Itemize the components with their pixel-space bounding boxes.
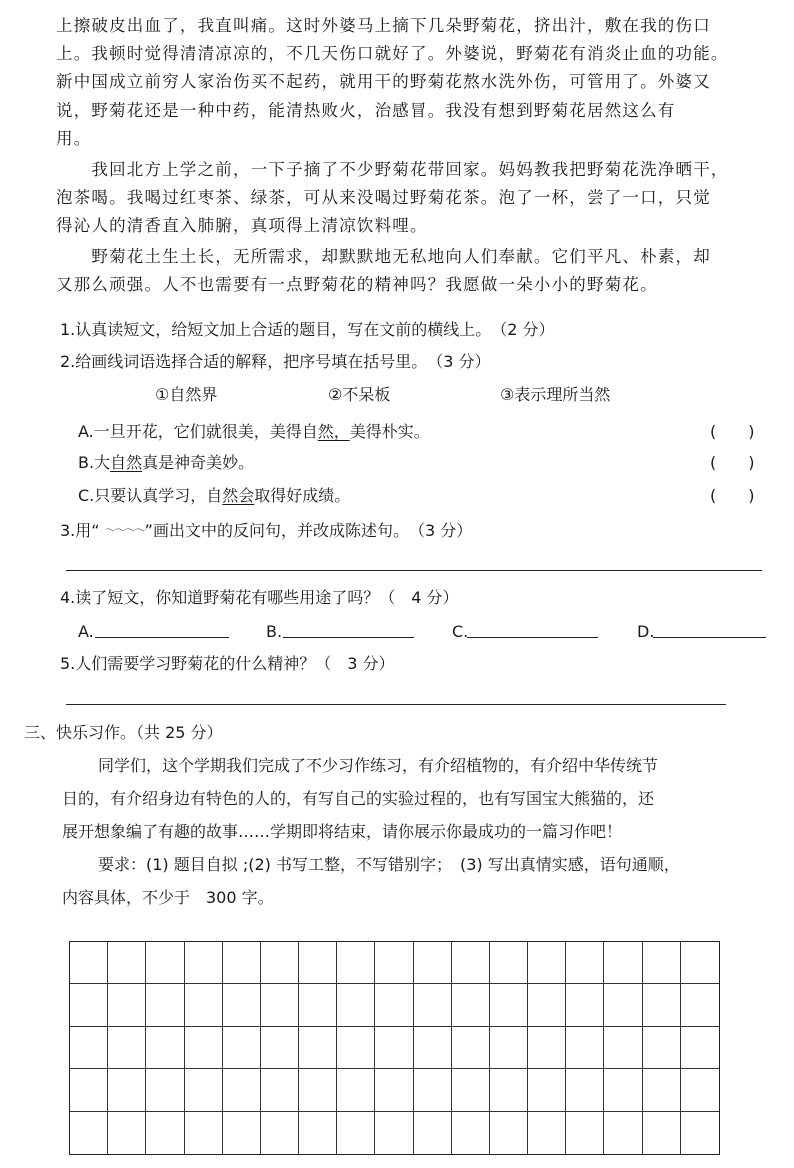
grid-cell[interactable] bbox=[223, 942, 261, 984]
grid-cell[interactable] bbox=[299, 1069, 337, 1111]
grid-cell[interactable] bbox=[299, 1112, 337, 1154]
grid-cell[interactable] bbox=[146, 1027, 184, 1069]
grid-cell[interactable] bbox=[452, 942, 490, 984]
grid-cell[interactable] bbox=[185, 984, 223, 1026]
grid-cell[interactable] bbox=[223, 1112, 261, 1154]
grid-cell[interactable] bbox=[223, 1027, 261, 1069]
question-1: 1.认真读短文，给短文加上合适的题目，写在文前的横线上。 （2 分） bbox=[60, 320, 555, 339]
grid-cell[interactable] bbox=[261, 1112, 299, 1154]
grid-cell[interactable] bbox=[490, 1069, 528, 1111]
grid-cell[interactable] bbox=[299, 942, 337, 984]
grid-cell[interactable] bbox=[681, 1027, 719, 1069]
answer-paren-b[interactable]: ( ) bbox=[710, 453, 755, 472]
grid-cell[interactable] bbox=[566, 1027, 604, 1069]
grid-cell[interactable] bbox=[566, 942, 604, 984]
answer-line-q4-c[interactable] bbox=[467, 637, 598, 638]
grid-cell[interactable] bbox=[490, 1112, 528, 1154]
grid-cell[interactable] bbox=[70, 984, 108, 1026]
passage-line: 说，野菊花还是一种中药，能清热败火，治感冒。我没有想到野菊花居然这么有 bbox=[56, 101, 676, 120]
grid-cell[interactable] bbox=[261, 984, 299, 1026]
grid-cell[interactable] bbox=[643, 1027, 681, 1069]
option-2: ②不呆板 bbox=[328, 385, 391, 404]
grid-cell[interactable] bbox=[566, 984, 604, 1026]
prompt-line: 展开想象编了有趣的故事……学期即将结束，请你展示你最成功的一篇习作吧！ bbox=[62, 822, 623, 841]
q4-label-a: A. bbox=[78, 622, 94, 641]
grid-cell[interactable] bbox=[490, 942, 528, 984]
grid-cell[interactable] bbox=[146, 1069, 184, 1111]
grid-cell[interactable] bbox=[643, 984, 681, 1026]
answer-line-q5[interactable] bbox=[66, 704, 726, 705]
grid-cell[interactable] bbox=[452, 1112, 490, 1154]
grid-cell[interactable] bbox=[185, 1027, 223, 1069]
grid-cell[interactable] bbox=[566, 1069, 604, 1111]
grid-cell[interactable] bbox=[643, 1069, 681, 1111]
option-1: ①自然界 bbox=[155, 385, 218, 404]
grid-cell[interactable] bbox=[146, 984, 184, 1026]
answer-paren-c[interactable]: ( ) bbox=[710, 486, 755, 505]
grid-cell[interactable] bbox=[223, 1069, 261, 1111]
grid-cell[interactable] bbox=[375, 984, 413, 1026]
requirement-line: 要求：(1) 题目自拟 ;(2) 书写工整，不写错别字； (3) 写出真情实感，语句通顺， bbox=[98, 855, 680, 874]
section-heading: 三、快乐习作。（共 25 分） bbox=[24, 723, 223, 742]
requirement-line: 内容具体，不少于 300 字。 bbox=[62, 888, 274, 907]
grid-cell[interactable] bbox=[108, 1027, 146, 1069]
passage-line: 上。我顿时觉得清清凉凉的，不几天伤口就好了。外婆说，野菊花有消炎止血的功能。 bbox=[56, 44, 729, 63]
grid-cell[interactable] bbox=[70, 1112, 108, 1154]
grid-cell[interactable] bbox=[337, 942, 375, 984]
passage-line: 上擦破皮出血了，我直叫痛。这时外婆马上摘下几朵野菊花，挤出汁，敷在我的伤口 bbox=[56, 16, 711, 35]
grid-cell[interactable] bbox=[70, 1069, 108, 1111]
option-3: ③表示理所当然 bbox=[500, 385, 611, 404]
question-4: 4.读了短文，你知道野菊花有哪些用途了吗？（ 4 分） bbox=[60, 588, 459, 607]
grid-cell[interactable] bbox=[490, 1027, 528, 1069]
grid-cell[interactable] bbox=[604, 942, 642, 984]
grid-cell[interactable] bbox=[452, 1027, 490, 1069]
q4-label-c: C. bbox=[452, 622, 469, 641]
grid-cell[interactable] bbox=[185, 1069, 223, 1111]
grid-cell[interactable] bbox=[566, 1112, 604, 1154]
answer-line-q4-a[interactable] bbox=[95, 637, 229, 638]
grid-cell[interactable] bbox=[604, 1069, 642, 1111]
grid-cell[interactable] bbox=[681, 984, 719, 1026]
answer-paren-a[interactable]: ( ) bbox=[710, 422, 755, 441]
grid-cell[interactable] bbox=[681, 1069, 719, 1111]
q2-item-a: A.一旦开花，它们就很美，美得自然，美得朴实。 bbox=[78, 422, 430, 441]
passage-line: 又那么顽强。人不也需要有一点野菊花的精神吗？我愿做一朵小小的野菊花。 bbox=[56, 275, 658, 294]
grid-cell[interactable] bbox=[414, 942, 452, 984]
grid-cell[interactable] bbox=[108, 942, 146, 984]
grid-cell[interactable] bbox=[337, 1069, 375, 1111]
grid-cell[interactable] bbox=[146, 942, 184, 984]
passage-line: 我回北方上学之前，一下子摘了不少野菊花带回家。妈妈教我把野菊花洗净晒干， bbox=[56, 160, 729, 179]
grid-cell[interactable] bbox=[528, 1027, 566, 1069]
grid-cell[interactable] bbox=[452, 984, 490, 1026]
question-5: 5.人们需要学习野菊花的什么精神？（ 3 分） bbox=[60, 654, 395, 673]
q4-label-b: B. bbox=[266, 622, 283, 641]
q2-item-c: C.只要认真学习，自然会取得好成绩。 bbox=[78, 486, 351, 505]
question-2: 2.给画线词语选择合适的解释，把序号填在括号里。 （3 分） bbox=[60, 352, 491, 371]
q2-item-b: B.大自然真是神奇美妙。 bbox=[78, 453, 255, 472]
grid-cell[interactable] bbox=[70, 942, 108, 984]
grid-cell[interactable] bbox=[528, 1112, 566, 1154]
grid-cell[interactable] bbox=[681, 942, 719, 984]
grid-cell[interactable] bbox=[528, 1069, 566, 1111]
grid-cell[interactable] bbox=[108, 984, 146, 1026]
answer-line-q4-d[interactable] bbox=[653, 637, 766, 638]
grid-cell[interactable] bbox=[299, 1027, 337, 1069]
writing-grid[interactable] bbox=[69, 941, 720, 1155]
grid-cell[interactable] bbox=[681, 1112, 719, 1154]
answer-line-q4-b[interactable] bbox=[283, 637, 414, 638]
grid-cell[interactable] bbox=[643, 942, 681, 984]
question-3: 3.用“ ～～～～”画出文中的反问句，并改成陈述句。 （3 分） bbox=[60, 521, 473, 540]
grid-cell[interactable] bbox=[337, 1027, 375, 1069]
grid-cell[interactable] bbox=[604, 984, 642, 1026]
grid-cell[interactable] bbox=[185, 1112, 223, 1154]
grid-cell[interactable] bbox=[375, 1069, 413, 1111]
grid-cell[interactable] bbox=[414, 1112, 452, 1154]
grid-cell[interactable] bbox=[490, 984, 528, 1026]
grid-cell[interactable] bbox=[146, 1112, 184, 1154]
grid-cell[interactable] bbox=[261, 1069, 299, 1111]
grid-cell[interactable] bbox=[643, 1112, 681, 1154]
grid-cell[interactable] bbox=[108, 1069, 146, 1111]
grid-cell[interactable] bbox=[299, 984, 337, 1026]
grid-cell[interactable] bbox=[414, 984, 452, 1026]
grid-cell[interactable] bbox=[70, 1027, 108, 1069]
passage-line: 用。 bbox=[56, 129, 92, 148]
wavy-line-icon: ～～～～ bbox=[104, 523, 145, 537]
grid-cell[interactable] bbox=[108, 1112, 146, 1154]
grid-cell[interactable] bbox=[414, 1027, 452, 1069]
grid-cell[interactable] bbox=[414, 1069, 452, 1111]
passage-line: 新中国成立前穷人家治伤买不起药，就用干的野菊花熬水洗外伤，可管用了。外婆又 bbox=[56, 72, 711, 91]
grid-cell[interactable] bbox=[604, 1027, 642, 1069]
grid-cell[interactable] bbox=[337, 984, 375, 1026]
grid-cell[interactable] bbox=[223, 984, 261, 1026]
passage-line: 泡茶喝。我喝过红枣茶、绿茶，可从来没喝过野菊花茶。泡了一杯，尝了一口，只觉 bbox=[56, 188, 711, 207]
grid-cell[interactable] bbox=[261, 942, 299, 984]
grid-cell[interactable] bbox=[528, 942, 566, 984]
grid-cell[interactable] bbox=[528, 984, 566, 1026]
grid-cell[interactable] bbox=[261, 1027, 299, 1069]
grid-cell[interactable] bbox=[452, 1069, 490, 1111]
passage-line: 野菊花土生土长，无所需求，却默默地无私地向人们奉献。它们平凡、朴素，却 bbox=[56, 247, 711, 266]
passage-line: 得沁人的清香直入肺腑，真项得上清凉饮料哩。 bbox=[56, 216, 428, 235]
grid-cell[interactable] bbox=[375, 942, 413, 984]
grid-cell[interactable] bbox=[337, 1112, 375, 1154]
grid-cell[interactable] bbox=[185, 942, 223, 984]
grid-cell[interactable] bbox=[604, 1112, 642, 1154]
prompt-line: 同学们，这个学期我们完成了不少习作练习，有介绍植物的，有介绍中华传统节 bbox=[98, 756, 659, 775]
answer-line-q3[interactable] bbox=[66, 570, 762, 571]
prompt-line: 日的，有介绍身边有特色的人的，有写自己的实验过程的，也有写国宝大熊猫的，还 bbox=[62, 789, 655, 808]
grid-cell[interactable] bbox=[375, 1112, 413, 1154]
grid-cell[interactable] bbox=[375, 1027, 413, 1069]
q4-label-d: D. bbox=[637, 622, 655, 641]
